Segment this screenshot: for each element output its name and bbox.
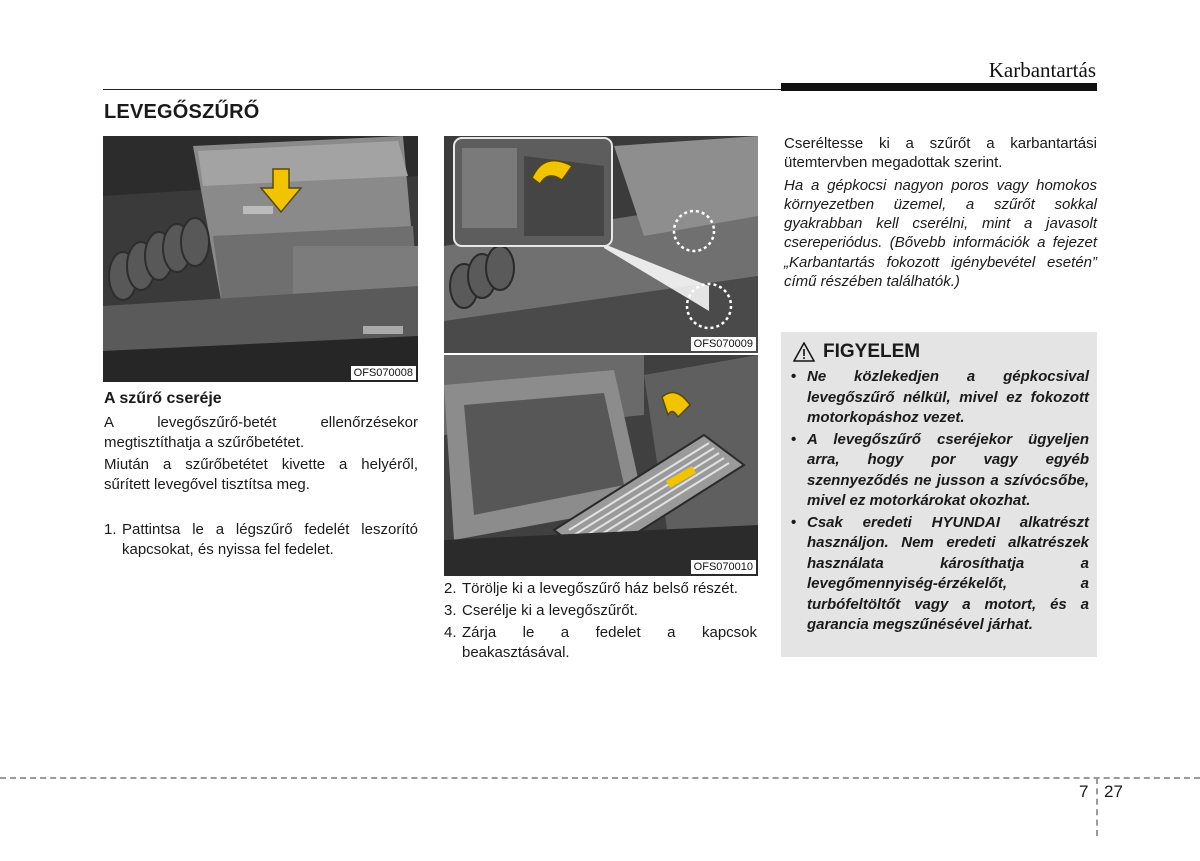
- warning-text: Csak eredeti HYUNDAI alkatrészt használjon. Nem eredeti alkatrészek használata károsíthatja a levegőmennyiség-érzékelőt, a turbófeltöltőt vagy a motort, és a garancia megszűnésével járhat.: [807, 513, 1089, 633]
- warning-item: [791, 513, 1089, 636]
- step-item: [444, 623, 757, 663]
- chapter-title: Karbantartás: [988, 58, 1096, 82]
- warning-item: [791, 430, 1089, 512]
- photo-air-filter-location: [103, 136, 418, 382]
- step-number: 2.: [444, 580, 457, 597]
- step-number: 3.: [444, 602, 457, 619]
- paragraph: Miután a szűrőbetétet kivette a helyéről, sűrített levegővel tisztítsa meg.: [104, 456, 418, 493]
- engine-bay-photo-3: [444, 355, 758, 576]
- photo-code: OFS070009: [691, 337, 756, 351]
- warning-box: [781, 332, 1097, 657]
- step-text: Törölje ki a levegőszűrő ház belső részét.: [462, 580, 738, 597]
- step-number: 4.: [444, 624, 457, 641]
- warning-list: [791, 367, 1089, 637]
- middle-column: [444, 579, 757, 663]
- bullet: •: [791, 368, 797, 385]
- warning-text: Ne közlekedjen a gépkocsival levegőszűrő nélkül, mivel ez fokozott motorkopáshoz vezet.: [807, 368, 1089, 426]
- chapter-number: 7: [1079, 782, 1089, 801]
- warning-item: [791, 367, 1089, 429]
- step-text: Zárja le a fedelet a kapcsok beakasztásával.: [462, 624, 757, 661]
- page-number: 27: [1104, 782, 1123, 801]
- photo-filter-replacement: [444, 355, 758, 576]
- header-rule-thick: [781, 83, 1097, 91]
- bullet: •: [791, 513, 797, 531]
- engine-bay-photo-1: [103, 136, 418, 382]
- engine-bay-photo-2: [444, 136, 758, 353]
- bullet: •: [791, 430, 797, 448]
- footer-divider: [0, 777, 1200, 779]
- warning-text: A levegőszűrő cseréjekor ügyeljen arra, hogy por vagy egyéb szennyeződés ne jusson a szívócsőbe, mivel ez motorkárokat okozhat.: [807, 430, 1089, 509]
- right-column: [784, 134, 1097, 291]
- warning-triangle-icon: [793, 342, 815, 362]
- photo-clips-detail: [444, 136, 758, 353]
- paragraph: A levegőszűrő-betét ellenőrzésekor megtisztíthatja a szűrőbetétet.: [104, 414, 418, 451]
- section-title: LEVEGŐSZŰRŐ: [104, 101, 260, 123]
- step-text: Pattintsa le a légszűrő fedelét leszorító kapcsokat, és nyissa fel fedelet.: [122, 521, 418, 558]
- step-text: Cserélje ki a levegőszűrőt.: [462, 602, 638, 619]
- step-item: [444, 579, 757, 599]
- step-number: 1.: [104, 521, 117, 538]
- paragraph-note: Ha a gépkocsi nagyon poros vagy homokos környezetben üzemel, a szűrőt sokkal gyakrabban kell cserélni, mint a javasolt csereperiódus. (Bővebb információk a fejezet „Karbantartás fokozott igénybevétel esetén” című részében találhatók.): [784, 176, 1097, 291]
- subheading: A szűrő cseréje: [104, 390, 222, 407]
- left-column: [104, 389, 418, 560]
- step-item: [444, 601, 757, 621]
- paragraph: Cseréltesse ki a szűrőt a karbantartási ütemtervben megadottak szerint.: [784, 135, 1097, 172]
- step-item: [104, 520, 418, 560]
- footer-vertical-divider: [1096, 778, 1098, 836]
- warning-header: [793, 341, 920, 363]
- photo-code: OFS070008: [351, 366, 416, 380]
- photo-code: OFS070010: [691, 560, 756, 574]
- header-rule: [103, 89, 783, 90]
- warning-title: FIGYELEM: [823, 341, 921, 362]
